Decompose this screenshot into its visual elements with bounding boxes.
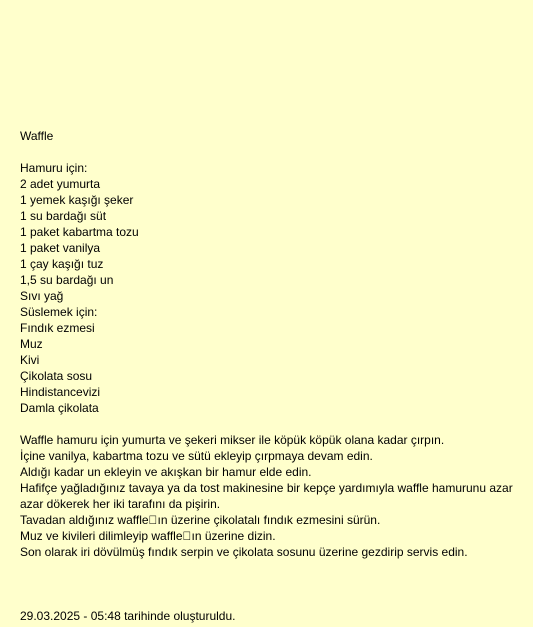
- ingredient-item: 1 paket vanilya: [20, 241, 101, 255]
- spacer: [20, 144, 525, 160]
- topping-section: [20, 304, 525, 416]
- topping-item: Hindistancevizi: [20, 385, 101, 399]
- instruction-step: İçine vanilya, kabartma tozu ve sütü ekleyip çırpmaya devam edin.: [20, 449, 373, 463]
- created-timestamp: 29.03.2025 - 05:48 tarihinde oluşturuldu.: [20, 609, 236, 623]
- ingredient-item: 1,5 su bardağı un: [20, 273, 114, 287]
- spacer: [20, 416, 525, 432]
- instruction-step: Aldığı kadar un ekleyin ve akışkan bir hamur elde edin.: [20, 465, 312, 479]
- dough-section: [20, 160, 525, 304]
- ingredient-item: Sıvı yağ: [20, 289, 64, 303]
- instructions: [20, 432, 525, 560]
- topping-item: Kivi: [20, 353, 40, 367]
- instruction-step: Waffle hamuru için yumurta ve şekeri mikser ile köpük köpük olana kadar çırpın.: [20, 433, 445, 447]
- recipe-document: [20, 128, 525, 560]
- ingredient-item: 1 yemek kaşığı şeker: [20, 193, 134, 207]
- ingredient-item: 1 çay kaşığı tuz: [20, 257, 104, 271]
- recipe-title: Waffle: [20, 129, 54, 143]
- dough-heading: Hamuru için:: [20, 161, 88, 175]
- topping-heading: Süslemek için:: [20, 305, 98, 319]
- ingredient-item: 1 su bardağı süt: [20, 209, 107, 223]
- topping-item: Fındık ezmesi: [20, 321, 95, 335]
- topping-item: Damla çikolata: [20, 401, 99, 415]
- instruction-step: Son olarak iri dövülmüş fındık serpin ve çikolata sosunu üzerine gezdirip servis edin.: [20, 545, 468, 559]
- instruction-step: Hafifçe yağladığınız tavaya ya da tost makinesine bir kepçe yardımıyla waffle hamurunu azar azar dökerek her iki tarafını da pişirin.: [20, 481, 513, 511]
- instruction-step: Tavadan aldığınız waffle ın üzerine çikolatalı fındık ezmesini sürün.: [20, 513, 381, 527]
- instruction-step: Muz ve kivileri dilimleyip waffle ın üzerine dizin.: [20, 529, 276, 543]
- ingredient-item: 2 adet yumurta: [20, 177, 101, 191]
- topping-item: Muz: [20, 337, 43, 351]
- ingredient-item: 1 paket kabartma tozu: [20, 225, 139, 239]
- topping-item: Çikolata sosu: [20, 369, 93, 383]
